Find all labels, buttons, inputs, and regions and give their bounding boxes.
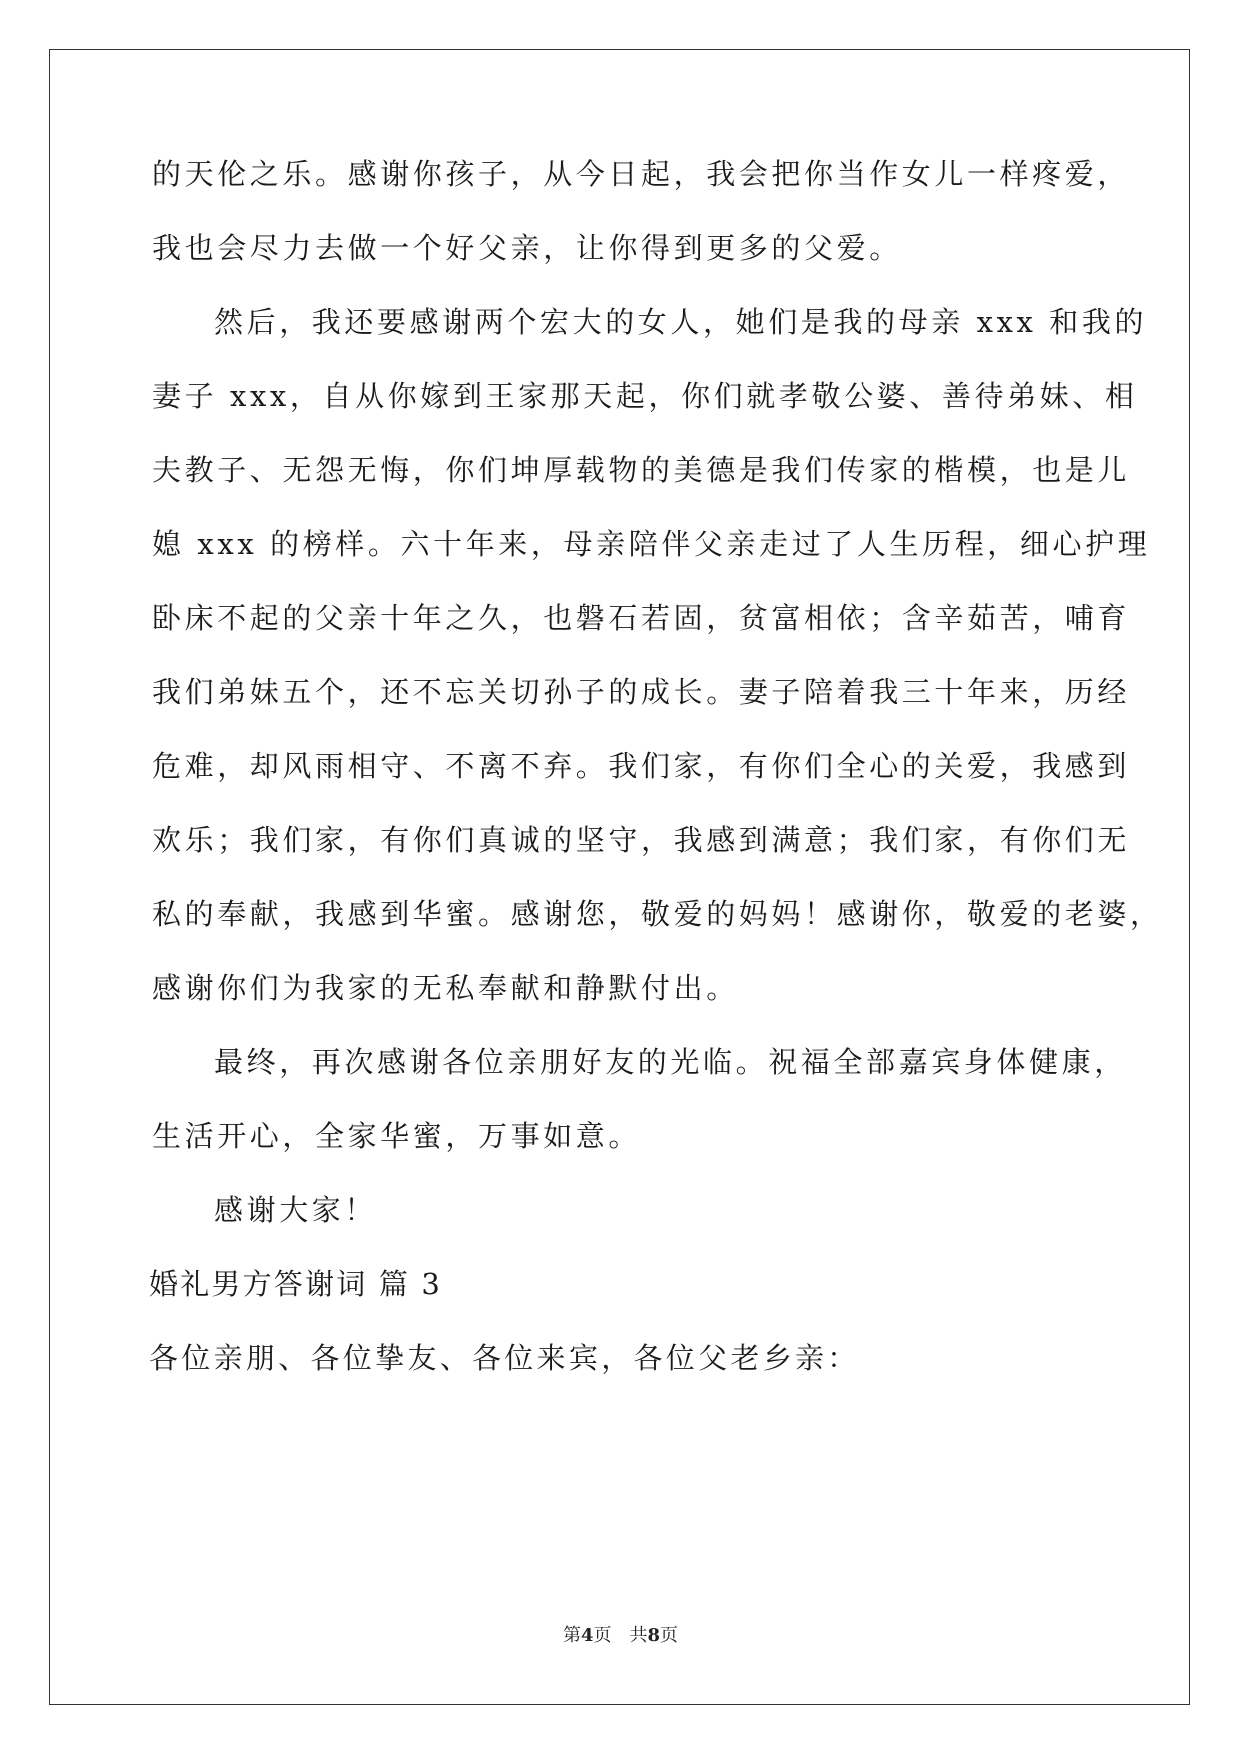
page-prefix: 第: [562, 1625, 581, 1646]
page-suffix: 页: [593, 1625, 612, 1646]
text-line: 妻子 xxx，自从你嫁到王家那天起，你们就孝敬公婆、善待弟妹、相: [152, 379, 1138, 413]
text-line: 媳 xxx 的榜样。六十年来，母亲陪伴父亲走过了人生历程，细心护理: [152, 527, 1151, 561]
text-line: 我们弟妹五个，还不忘关切孙子的成长。妻子陪着我三十年来，历经: [152, 675, 1131, 709]
text-line: 危难，却风雨相守、不离不弃。我们家，有你们全心的关爱，我感到: [152, 749, 1131, 783]
section-heading: 婚礼男方答谢词 篇 3: [149, 1267, 443, 1301]
total-suffix: 页: [660, 1625, 679, 1646]
text-line: 夫教子、无怨无悔，你们坤厚载物的美德是我们传家的楷模，也是儿: [152, 453, 1131, 487]
page-footer: [0, 1621, 1241, 1647]
page-number: 4: [580, 1625, 594, 1646]
text-line: 感谢你们为我家的无私奉献和静默付出。: [152, 971, 739, 1005]
text-line: 卧床不起的父亲十年之久，也磐石若固，贫富相依；含辛茹苦，哺育: [152, 601, 1131, 635]
closing-line: 感谢大家！: [214, 1193, 378, 1227]
total-pages: 8: [647, 1625, 661, 1646]
text-line: 欢乐；我们家，有你们真诚的坚守，我感到满意；我们家，有你们无: [152, 823, 1131, 857]
salutation-line: 各位亲朋、各位挚友、各位来宾，各位父老乡亲：: [149, 1341, 860, 1375]
paragraph-start-line: 然后，我还要感谢两个宏大的女人，她们是我的母亲 xxx 和我的: [214, 305, 1148, 339]
text-line: 的天伦之乐。感谢你孩子，从今日起，我会把你当作女儿一样疼爱，: [152, 157, 1131, 191]
paragraph-start-line: 最终，再次感谢各位亲朋好友的光临。祝福全部嘉宾身体健康，: [214, 1045, 1127, 1079]
text-line: 我也会尽力去做一个好父亲，让你得到更多的父爱。: [152, 231, 902, 265]
text-line: 生活开心，全家华蜜，万事如意。: [152, 1119, 642, 1153]
text-line: 私的奉献，我感到华蜜。感谢您，敬爱的妈妈！感谢你，敬爱的老婆，: [152, 897, 1163, 931]
total-prefix: 共: [629, 1625, 648, 1646]
page-border: [49, 49, 1190, 1705]
